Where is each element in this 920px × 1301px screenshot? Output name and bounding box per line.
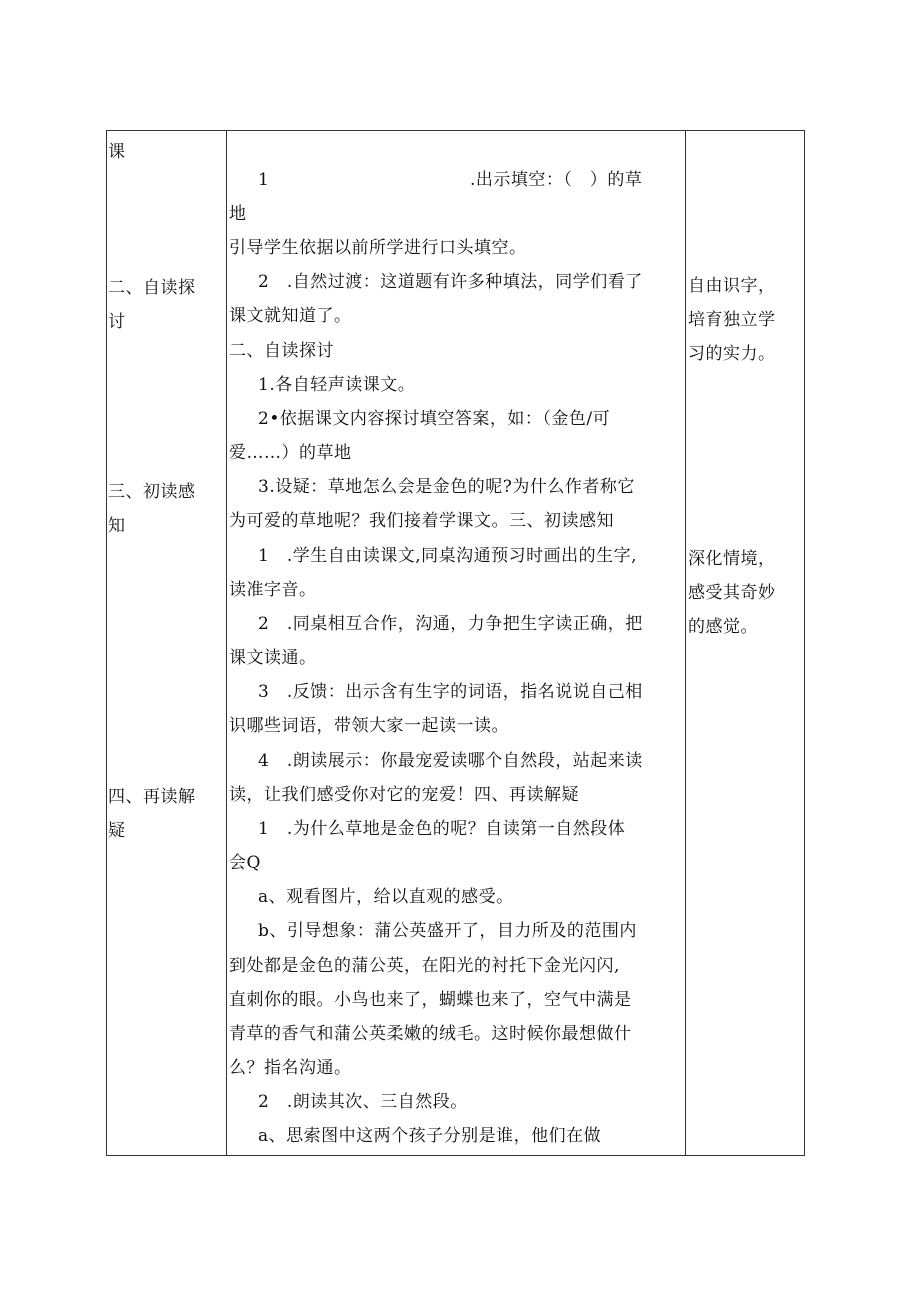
process-line: 么？指名沟通。: [229, 1058, 352, 1078]
process-line: 直刺你的眼。小鸟也来了，蝴蝶也来了，空气中满是: [229, 990, 632, 1010]
process-line: 2•依据课文内容探讨填空答案，如：（金色/可: [258, 409, 611, 429]
process-line: 1 .为什么草地是金色的呢？自读第一自然段体: [258, 819, 626, 839]
process-line: 为可爱的草地呢？我们接着学课文。三、初读感知: [229, 511, 614, 531]
process-line: 2 .自然过渡：这道题有许多种填法，同学们看了: [258, 272, 643, 292]
design-intent-line: 培育独立学: [688, 310, 776, 330]
process-line: 3 .反馈：出示含有生字的词语，指名说说自己相: [258, 682, 643, 702]
process-line: 1 .学生自由读课文,同桌沟通预习时画出的生字,: [258, 546, 638, 566]
process-line: 读，让我们感受你对它的宠爱！四、再读解疑: [229, 785, 579, 805]
process-line: a、思索图中这两个孩子分别是谁，他们在做: [258, 1126, 602, 1146]
process-line: 引导学生依据以前所学进行口头填空。: [229, 238, 527, 258]
process-line: .出示填空：（ ）的草: [470, 170, 643, 190]
process-line: 识哪些词语，带领大家一起读一读。: [229, 716, 509, 736]
process-line: b、引导想象：蒲公英盛开了，目力所及的范围内: [258, 921, 637, 941]
process-line: 到处都是金色的蒲公英，在阳光的衬托下金光闪闪,: [229, 956, 620, 976]
step-heading-2-line2: 讨: [108, 312, 126, 332]
process-number-1: 1: [258, 170, 270, 190]
process-line: 3.设疑：草地怎么会是金色的呢?为什么作者称它: [258, 477, 635, 497]
process-line: 二、自读探讨: [229, 341, 334, 361]
process-line: 青草的香气和蒲公英柔嫩的绒毛。这时候你最想做什: [229, 1024, 632, 1044]
design-intent-line: 自由识字，: [688, 276, 776, 296]
column-divider-right: [685, 130, 686, 1156]
step-heading-3-line2: 知: [108, 516, 126, 536]
column-divider-left: [226, 130, 227, 1156]
design-intent-line: 习的实力。: [688, 344, 776, 364]
step-heading-4-line1: 四、再读解: [108, 787, 196, 807]
design-intent-line: 的感觉。: [688, 617, 758, 637]
step-heading-3-line1: 三、初读感: [108, 482, 196, 502]
design-intent-line: 深化情境，: [688, 549, 776, 569]
process-line: 会Q: [229, 853, 261, 873]
process-line: 2 .朗读其次、三自然段。: [258, 1092, 468, 1112]
design-intent-line: 感受其奇妙: [688, 583, 776, 603]
process-line: 4 .朗读展示：你最宠爱读哪个自然段，站起来读: [258, 751, 643, 771]
process-line: 2 .同桌相互合作，沟通，力争把生字读正确，把: [258, 614, 643, 634]
process-line: 地: [229, 204, 247, 224]
step-heading-4-line2: 疑: [108, 821, 126, 841]
step-heading-2-line1: 二、自读探: [108, 278, 196, 298]
step-heading-ke: 课: [108, 142, 126, 162]
process-line: 课文就知道了。: [229, 306, 352, 326]
process-line: 爱……）的草地: [229, 443, 352, 463]
process-line: a、观看图片，给以直观的感受。: [258, 887, 514, 907]
process-line: 1.各自轻声读课文。: [258, 375, 416, 395]
process-line: 读准字音。: [229, 580, 317, 600]
process-line: 课文读通。: [229, 648, 317, 668]
